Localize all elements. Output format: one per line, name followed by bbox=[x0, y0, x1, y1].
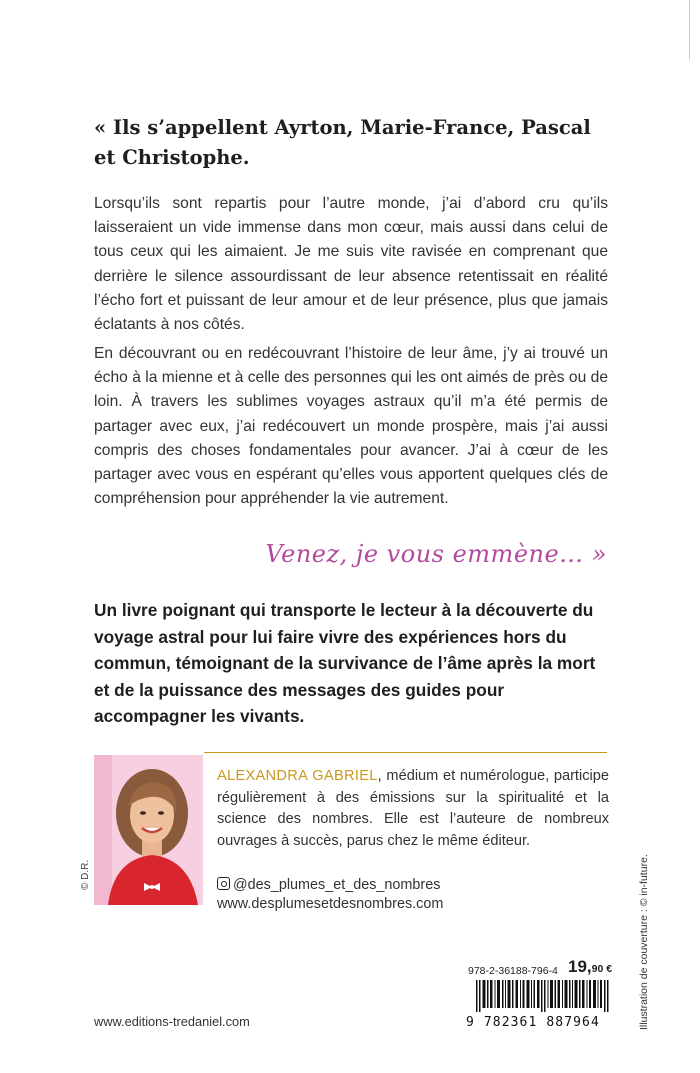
author-portrait-illustration bbox=[94, 755, 203, 905]
author-name: ALEXANDRA GABRIEL bbox=[217, 768, 378, 784]
author-bio bbox=[217, 766, 609, 852]
barcode bbox=[476, 980, 610, 1012]
photo-credit: © D.R. bbox=[80, 859, 91, 890]
cover-illustration-credit: Illustration de couverture : © in-future. bbox=[638, 854, 650, 1030]
author-bio-text: , médium et numérologue, participe régulièrement à des émissions sur la spiritualité et la science des nombres. Elle est l’auteure de nombreux ouvrages à succès, parus chez le même éditeur. bbox=[217, 768, 610, 849]
barcode-digits: 9 782361 887964 bbox=[466, 1015, 600, 1030]
isbn: 978-2-36188-796-4 bbox=[468, 965, 558, 977]
gold-divider bbox=[204, 752, 607, 753]
book-pitch: Un livre poignant qui transporte le lecteur à la découverte du voyage astral pour lui faire vivre des expériences hors du commun, témoignant de la survivance de l’âme après la mort et de la puissance des messages des guides pour accompagner les vivants. bbox=[94, 600, 596, 726]
instagram-icon bbox=[217, 877, 230, 890]
signature-quote: Venez, je vous emmène… » bbox=[265, 540, 607, 568]
intro-title: « Ils s’appellent Ayrton, Marie-France, Pascal et Christophe. bbox=[94, 116, 591, 169]
author-photo bbox=[94, 755, 203, 905]
instagram-text: @des_plumes_et_des_nombres bbox=[233, 877, 441, 893]
price-cents: 90 € bbox=[591, 963, 613, 975]
price bbox=[568, 957, 612, 977]
instagram-handle[interactable] bbox=[217, 875, 440, 896]
paragraph-2: En découvrant ou en redécouvrant l’histoire de leur âme, j’y ai trouvé un écho à la mienne et à celle des personnes qui les ont aimés de près ou de loin. À travers les sublimes voyages astraux qu’il m’a été permis de partager avec eux, j’ai redécouvert un monde prospère, mais j’ai aussi compris des choses fondamentales pour avancer. J’ai à cœur de les partager avec vous en espérant qu’elles vous apportent quelques clés de compréhension pour appréhender la vie autrement. bbox=[94, 345, 608, 508]
publisher-website-link[interactable]: www.editions-tredaniel.com bbox=[94, 1014, 250, 1029]
author-website-link[interactable]: www.desplumesetdesnombres.com bbox=[217, 896, 444, 912]
paragraph-1: Lorsqu’ils sont repartis pour l’autre monde, j’ai d’abord cru qu’ils laisseraient un vide immense dans mon cœur, mais aussi dans celui de tous ceux qui les aimaient. Je me suis vite ravisée en comprenant que derrière le silence assourdissant de leur absence retentissait en réalité l’écho fort et puissant de leur amour et de leur présence, plus que jamais éclatants à nos côtés. bbox=[94, 195, 608, 334]
price-main: 19, bbox=[568, 957, 592, 976]
spine-edge bbox=[689, 0, 700, 60]
